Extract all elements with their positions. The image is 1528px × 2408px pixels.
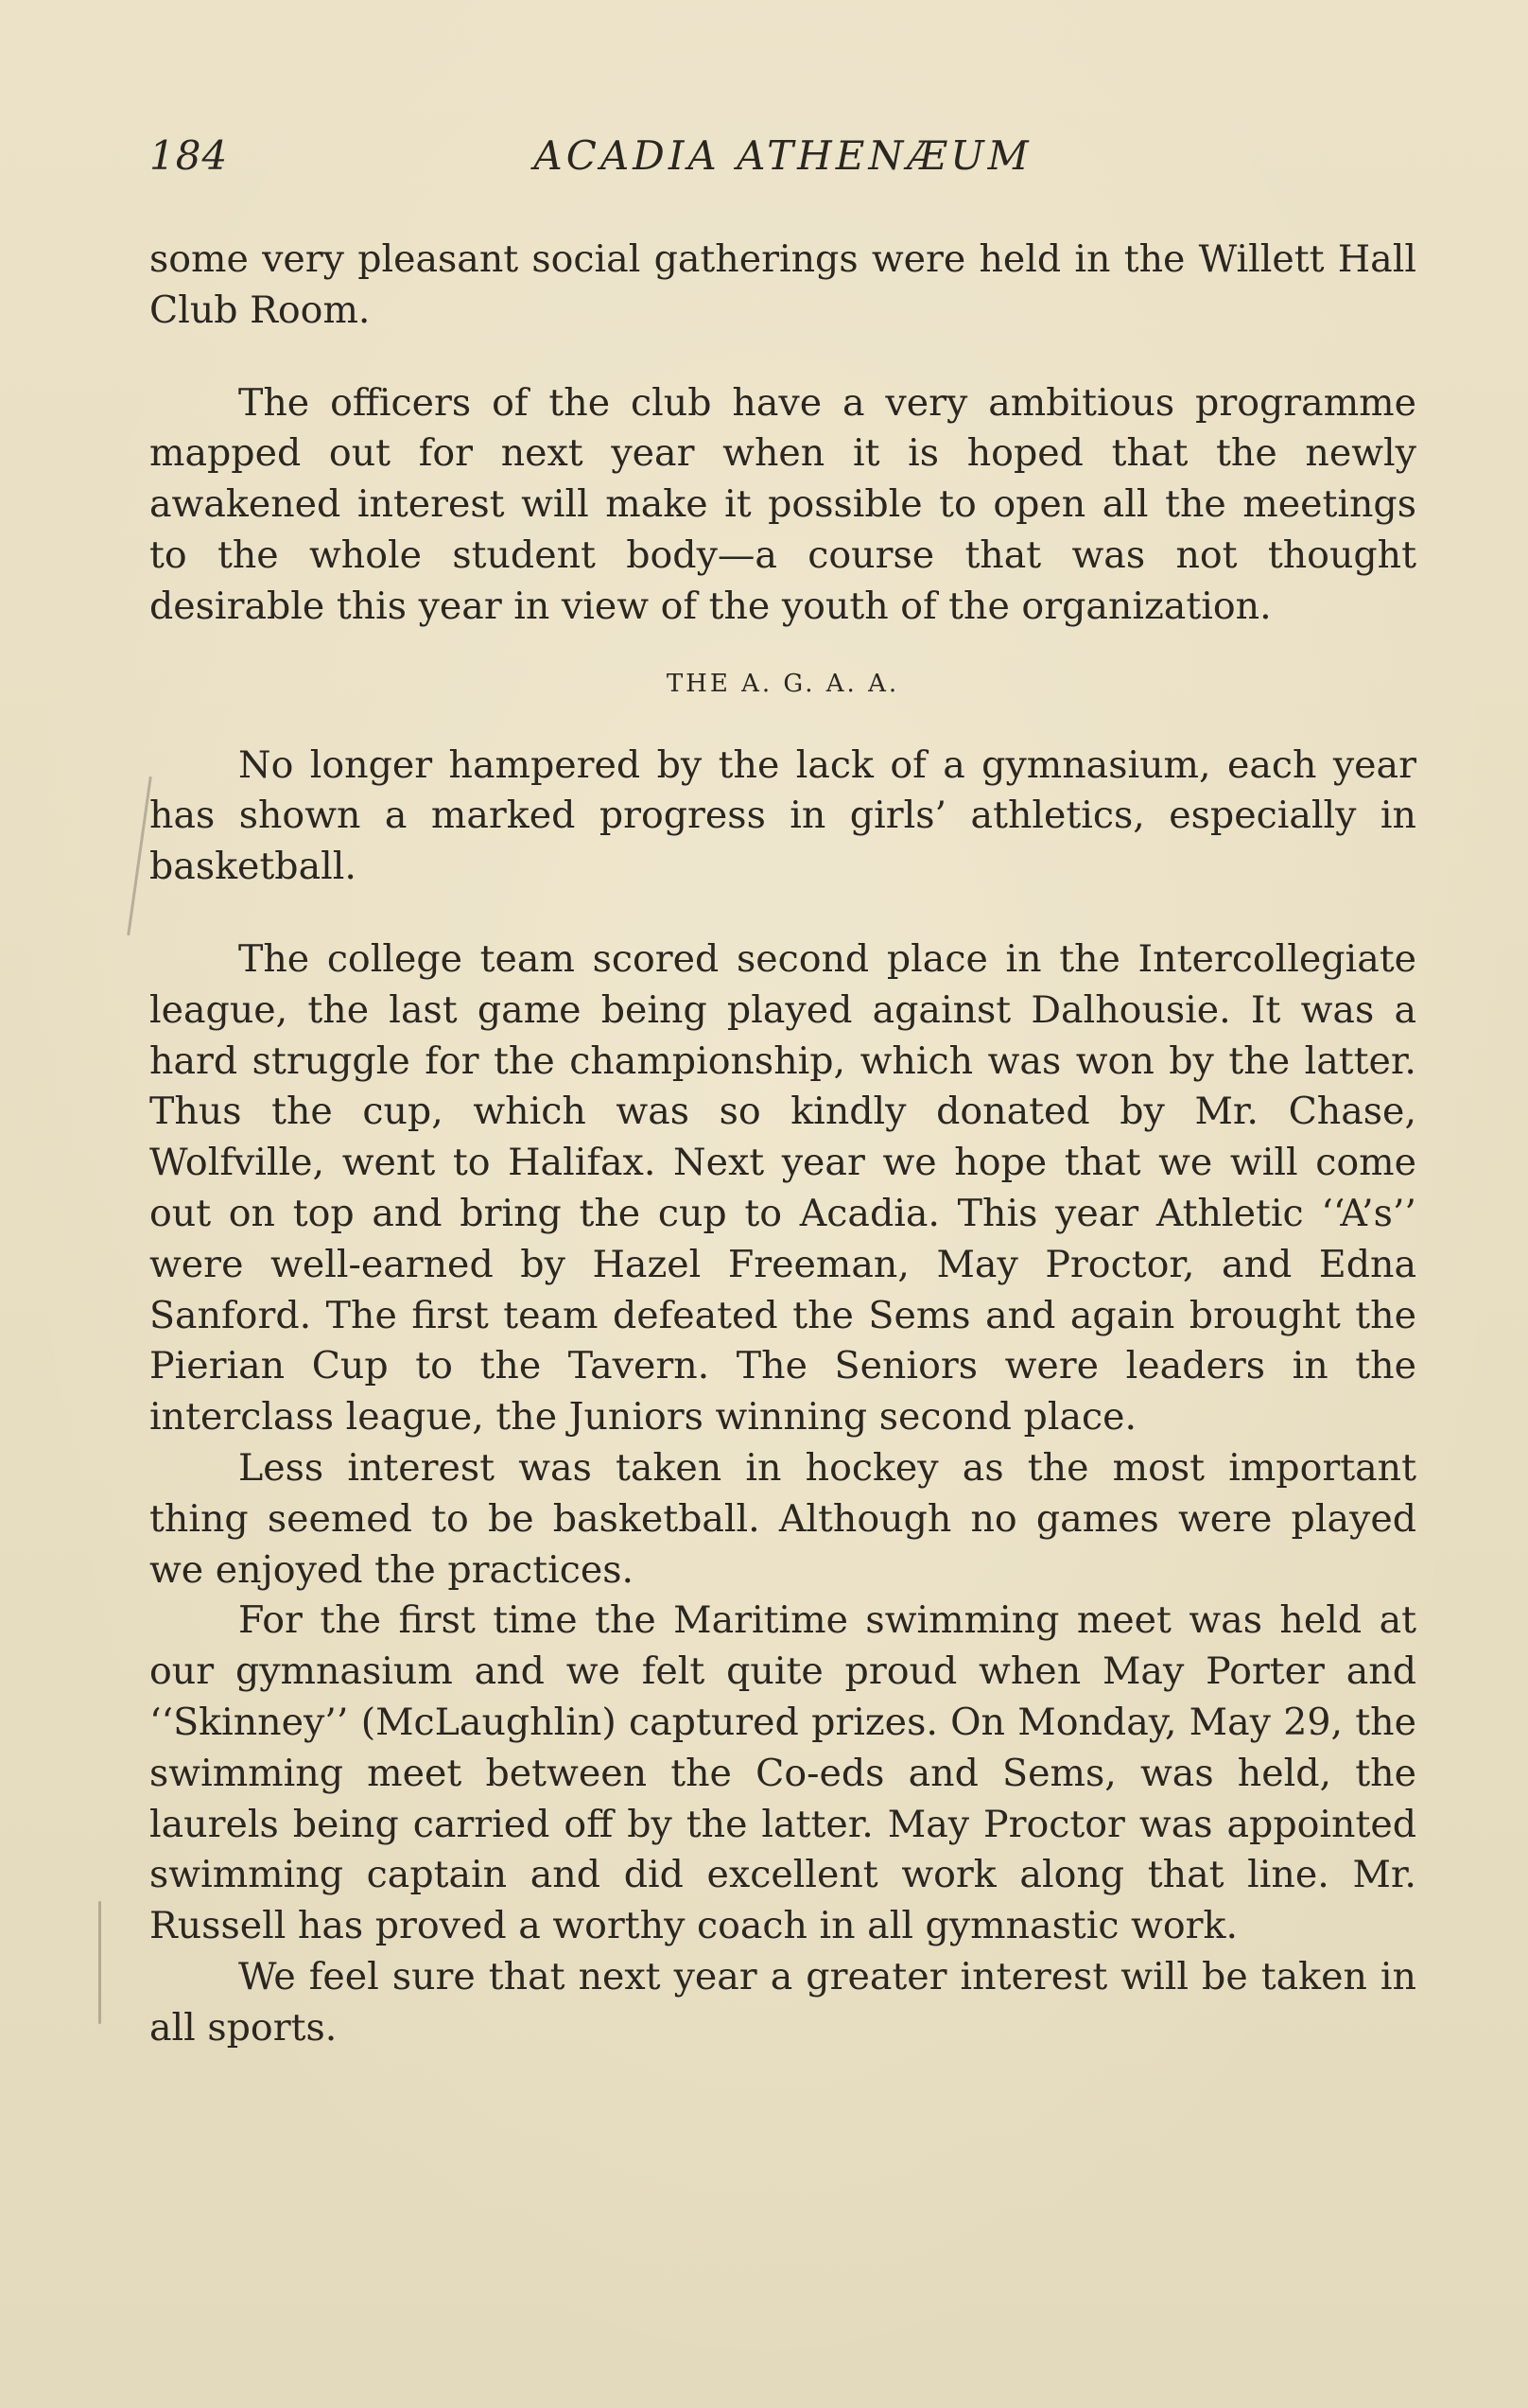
journal-title: ACADIA ATHENÆUM (533, 132, 1033, 179)
section-heading: THE A. G. A. A. (666, 669, 900, 698)
paragraph-continued: some very pleasant social gatherings were held in the Willett Hall Club Room. (149, 237, 1416, 332)
running-head (149, 132, 1416, 189)
paragraph-gymnasium: No longer hampered by the lack of a gymnasium, each year has shown a marked progress in girls’ athletics, especially in basketball. (149, 742, 1416, 889)
paragraph-officers: The officers of the club have a very ambitious programme mapped out for next year when it is hoped that the newly awakened interest will make it possible to open all the meetings to the whole student body—a course that was not thought desirable this year in view of the youth of the organization. (149, 380, 1416, 628)
margin-pencil-mark (98, 1901, 101, 2024)
margin-pencil-mark (127, 776, 152, 936)
page-number: 184 (149, 132, 229, 179)
paragraph-basketball: The college team scored second place in the Intercollegiate league, the last game being played against Dalhousie. It was a hard struggle for the championship, which was won by the latter. Thus the cup, which was so kindly donated by Mr. Chase, Wolfville, went to Halifax. Next year we hope that we will come out on top and bring the cup to Acadia. This year Athletic ‘‘A’s’’ were well-earned by Hazel Freeman, May Proctor, and Edna Sanford. The first team defeated the Sems and again brought the Pierian Cup to the Tavern. The Seniors were leaders in the interclass league, the Juniors winning second place. (149, 936, 1416, 1440)
paragraph-hockey: Less interest was taken in hockey as the most important thing seemed to be basketball. Although no games were played we enjoyed the practices. (149, 1445, 1416, 1592)
article-body (149, 235, 1416, 2054)
paragraph-closing: We feel sure that next year a greater interest will be taken in all sports. (149, 1954, 1416, 2050)
paragraph-swimming: For the first time the Maritime swimming meet was held at our gymnasium and we felt quite proud when May Porter and ‘‘Skinney’’ (McLaughlin) captured prizes. On Monday, May 29, the swimming meet between the Co-eds and Sems, was held, the laurels being carried off by the latter. May Proctor was appointed swimming captain and did excellent work along that line. Mr. Russell has proved a worthy coach in all gymnastic work. (149, 1598, 1416, 1948)
